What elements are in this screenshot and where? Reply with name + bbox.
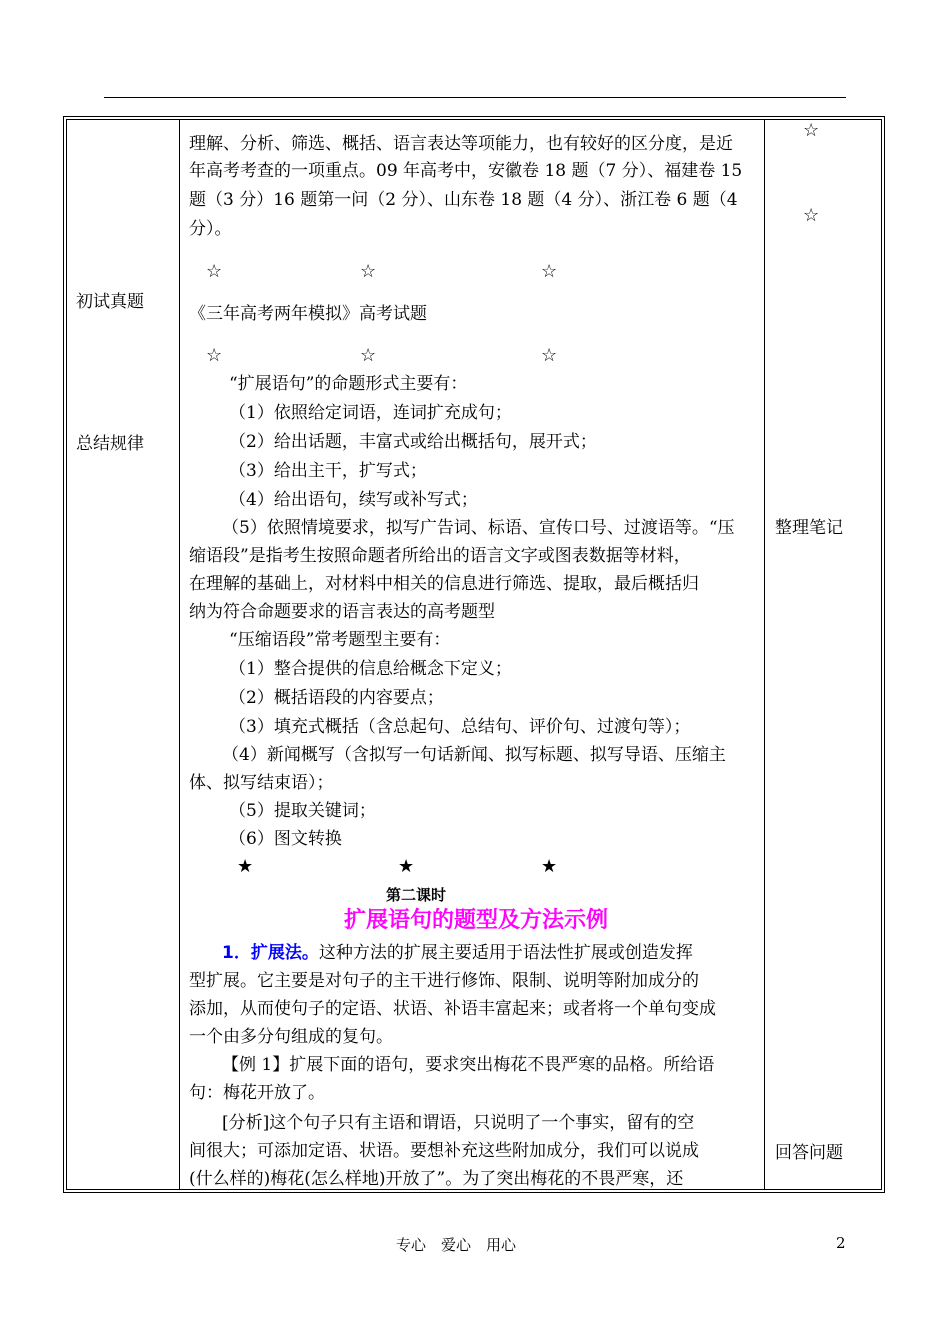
compress-form-item-4: 体、拟写结束语）； [189, 773, 334, 793]
method-1-text: 这种方法的扩展主要适用于语法性扩展或创造发挥 [318, 943, 693, 963]
column-divider-left [179, 119, 180, 1190]
expand-form-item: （4）给出语句，续写或补写式； [229, 490, 478, 510]
expand-form-item: （1）依照给定词语，连词扩充成句； [229, 403, 512, 423]
page-footer: 专心 爱心 用心 [396, 1236, 517, 1254]
compress-form-item: （5）提取关键词； [229, 801, 376, 821]
intro-line: 分）。 [189, 219, 232, 239]
intro-line: 题（3 分）16 题第一问（2 分）、山东卷 18 题（4 分）、浙江卷 6 题（4 [189, 190, 738, 210]
intro-line: 年高考考查的一项重点。09 年高考中，安徽卷 18 题（7 分）、福建卷 15 [189, 161, 743, 181]
label-notes: 整理笔记 [775, 518, 843, 538]
header-rule [104, 97, 846, 98]
expand-form-item: （3）给出主干，扩写式； [229, 461, 427, 481]
method-1-label: 1．扩展法。 [222, 943, 319, 963]
compress-form-item: （1）整合提供的信息给概念下定义； [229, 659, 512, 679]
example-1-line: 【例 1】扩展下面的语句，要求突出梅花不畏严寒的品格。所给语 [222, 1055, 715, 1075]
column-divider-right [764, 119, 765, 1190]
white-star-icon: ☆ [206, 345, 223, 366]
method-1-line: 一个由多分句组成的复句。 [189, 1027, 393, 1047]
label-trial: 初试真题 [76, 292, 144, 312]
lesson-label: 第二课时 [386, 886, 447, 904]
method-1-first-line [222, 940, 693, 966]
white-star-icon: ☆ [360, 345, 377, 366]
label-summary: 总结规律 [76, 434, 144, 454]
white-star-icon: ☆ [206, 261, 223, 282]
expand-form-item-5: 纳为符合命题要求的语言表达的高考题型 [189, 602, 495, 622]
expand-forms-heading: “扩展语句”的命题形式主要有： [229, 374, 468, 394]
analysis-line: [分析]这个句子只有主语和谓语，只说明了一个事实，留有的空 [222, 1113, 695, 1133]
compress-form-item: （6）图文转换 [229, 829, 342, 849]
expand-form-item-5: 缩语段”是指考生按照命题者所给出的语言文字或图表数据等材料， [189, 546, 691, 566]
white-star-icon: ☆ [360, 261, 377, 282]
compress-form-item-4: （4）新闻概写（含拟写一句话新闻、拟写标题、拟写导语、压缩主 [222, 745, 726, 765]
page-number: 2 [836, 1234, 846, 1252]
section-title: 扩展语句的题型及方法示例 [344, 908, 609, 933]
intro-line: 理解、分析、筛选、概括、语言表达等项能力，也有较好的区分度，是近 [189, 134, 733, 154]
compress-forms-heading: “压缩语段”常考题型主要有： [229, 630, 451, 650]
white-star-icon: ☆ [803, 205, 820, 226]
black-star-icon: ★ [237, 856, 254, 877]
white-star-icon: ☆ [541, 345, 558, 366]
compress-form-item: （3）填充式概括（含总起句、总结句、评价句、过渡句等）； [229, 717, 691, 737]
expand-form-item-5: 在理解的基础上，对材料中相关的信息进行筛选、提取，最后概括归 [189, 574, 699, 594]
expand-form-item-5: （5）依照情境要求，拟写广告词、标语、宣传口号、过渡语等。“压 [222, 518, 735, 538]
compress-form-item: （2）概括语段的内容要点； [229, 688, 444, 708]
source-line: 《三年高考两年模拟》高考试题 [189, 304, 427, 324]
label-answer: 回答问题 [775, 1143, 843, 1163]
white-star-icon: ☆ [541, 261, 558, 282]
method-1-line: 添加，从而使句子的定语、状语、补语丰富起来；或者将一个单句变成 [189, 999, 716, 1019]
black-star-icon: ★ [541, 856, 558, 877]
expand-form-item: （2）给出话题，丰富式或给出概括句，展开式； [229, 432, 597, 452]
example-1-line: 句：梅花开放了。 [189, 1083, 325, 1103]
analysis-line: (什么样的)梅花(怎么样地)开放了”。为了突出梅花的不畏严寒，还 [189, 1169, 684, 1189]
analysis-line: 间很大；可添加定语、状语。要想补充这些附加成分，我们可以说成 [189, 1141, 699, 1161]
black-star-icon: ★ [398, 856, 415, 877]
white-star-icon: ☆ [803, 120, 820, 141]
method-1-line: 型扩展。它主要是对句子的主干进行修饰、限制、说明等附加成分的 [189, 971, 699, 991]
